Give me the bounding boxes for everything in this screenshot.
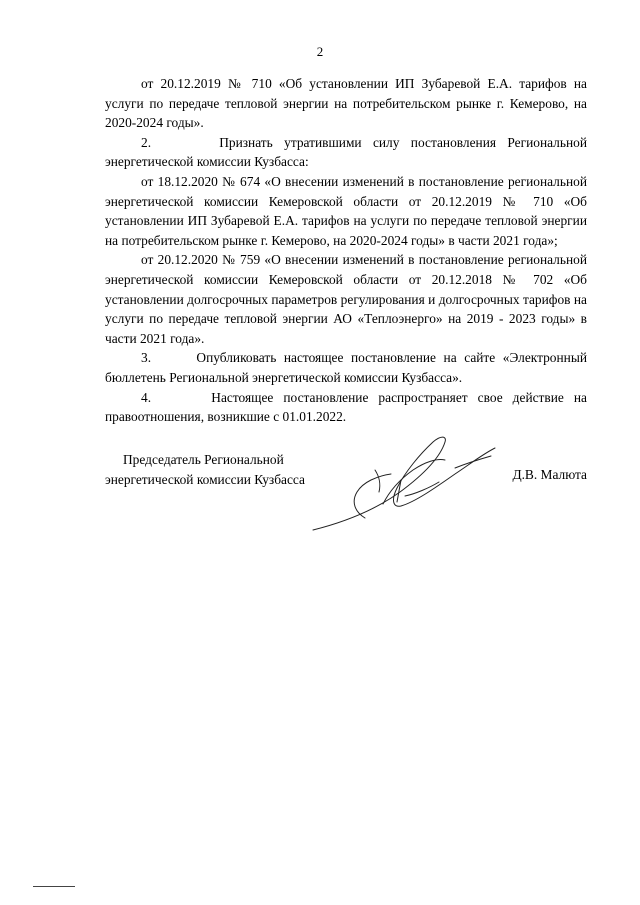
footer-rule bbox=[33, 886, 75, 887]
paragraph-3: 3. Опубликовать настоящее постановление на сайте «Электронный бюллетень Региональной энергетической комиссии Кузбасса». bbox=[105, 350, 587, 385]
page-number: 2 bbox=[316, 44, 324, 59]
signatory-name: Д.В. Малюта bbox=[512, 467, 587, 482]
handwritten-signature bbox=[305, 430, 505, 540]
signatory-title-line-2: энергетической комиссии Кузбасса bbox=[105, 471, 305, 487]
signatory-title bbox=[105, 450, 305, 489]
paragraph-2: 2. Признать утратившими силу постановления Региональной энергетической комиссии Кузбасса: bbox=[105, 134, 587, 170]
paragraph-1-continued: от 20.12.2019 № 710 «Об установлении ИП Зубаревой Е.А. тарифов на услуги по передаче тепловой энергии на потребительском рынке г. Кемерово, на 2020-2024 годы». bbox=[105, 76, 587, 131]
document-body bbox=[105, 74, 587, 427]
paragraph-2-item-2: от 20.12.2020 № 759 «О внесении изменений в постановление региональной энергетической комиссии Кемеровской области от 20.12.2018 № 702 «Об установлении долгосрочных параметров регулирования и долгосрочных тарифов на услуги по передаче тепловой энергии АО «Теплоэнерго» на 2019 - 2023 годы» в части 2021 года». bbox=[105, 252, 587, 346]
signatory-title-line-1: Председатель Региональной bbox=[123, 452, 284, 467]
paragraph-2-item-1: от 18.12.2020 № 674 «О внесении изменений в постановление региональной энергетической комиссии Кемеровской области от 20.12.2019 № 710 «Об установлении ИП Зубаревой Е.А. тарифов на услуги по передаче тепловой энергии на потребительском рынке г. Кемерово, на 2020-2024 годы» в части 2021 года»; bbox=[105, 173, 587, 248]
paragraph-4: 4. Настоящее постановление распространяет свое действие на правоотношения, возникшие с 01.01.2022. bbox=[105, 389, 587, 425]
